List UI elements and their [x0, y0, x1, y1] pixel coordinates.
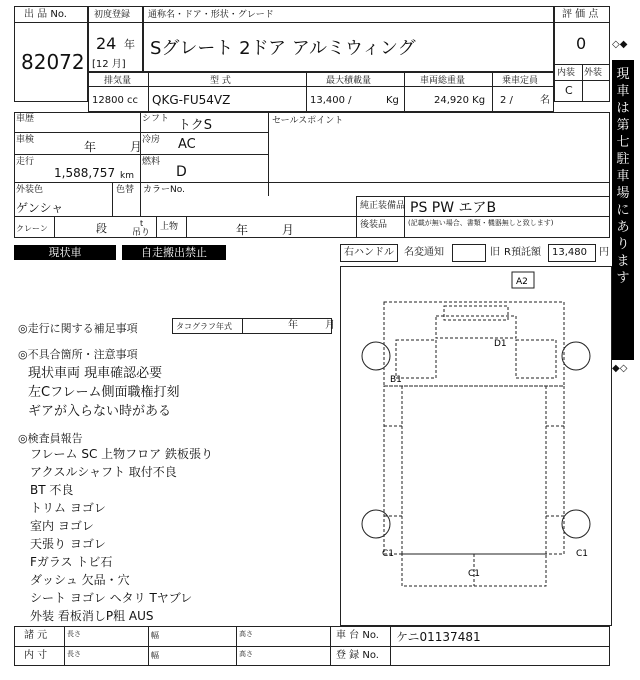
diagram-mark-c1-left: C1 — [382, 549, 395, 559]
defect-item: ギアが入らない時がある — [28, 404, 172, 419]
location-notice — [612, 60, 634, 360]
capacity-unit: 名 — [540, 95, 550, 106]
lot-label: 出 品 No. — [24, 9, 67, 20]
exterior-label: 外装 — [584, 68, 603, 78]
interior-label: 内装 — [557, 68, 576, 78]
name-change-box — [452, 244, 486, 262]
sidebar-char: 現 — [616, 67, 630, 82]
divider — [356, 196, 357, 216]
sidebar-char: 車 — [616, 169, 630, 184]
reg-label: 登 録 No. — [336, 650, 379, 661]
divider — [492, 72, 493, 112]
divider — [582, 64, 583, 102]
divider — [88, 86, 554, 87]
divider — [14, 216, 610, 217]
first-reg-year: 24 — [96, 34, 117, 53]
max-load-value: 13,400 / — [310, 95, 352, 106]
width-label-2: 幅 — [151, 651, 159, 660]
displacement-value: 12800 cc — [92, 95, 138, 106]
naisun-label: 内 寸 — [24, 650, 48, 661]
divider — [112, 182, 113, 216]
report-item: 室内 ヨゴレ — [30, 519, 94, 533]
divider — [236, 626, 237, 666]
width-label-1: 幅 — [151, 631, 159, 640]
defect-title: ◎不具合箇所・注意事項 — [18, 348, 138, 361]
crane-stage: 段 — [96, 222, 107, 235]
ac-value: AC — [178, 137, 196, 152]
tacho-date: 年 月 — [288, 320, 336, 331]
sidebar-char: り — [616, 237, 630, 252]
diagram-mark-a2: A2 — [516, 277, 528, 287]
self-drive-ban-badge: 自走搬出禁止 — [122, 245, 226, 260]
report-item: 外装 看板消しP粗 AUS — [30, 609, 154, 623]
color-no-label: 色替 — [116, 185, 135, 195]
fuel-label: 燃料 — [142, 157, 161, 167]
sidebar-char: 場 — [616, 186, 630, 201]
tacho-label: タコグラフ年式 — [176, 322, 232, 331]
interior-grade: C — [565, 84, 573, 97]
crane-ton: t — [140, 219, 144, 228]
sidebar-bottom-marks: ◆◇ — [612, 363, 628, 374]
car-name-label: 通称名・ドア・形状・グレード — [148, 10, 274, 20]
color-value: ゲンシャ — [16, 201, 64, 215]
shoten-label: 諸 元 — [24, 630, 48, 641]
options-value: PS PW エアB — [410, 200, 497, 216]
sidebar-char: は — [616, 101, 630, 116]
chassis-label: 車 台 No. — [336, 630, 379, 641]
current-car-badge: 現状車 — [14, 245, 116, 260]
options-label: 純正装備品 — [360, 201, 406, 211]
shift-label: シフト — [142, 114, 170, 124]
model-value: QKG-FU54VZ — [152, 93, 231, 107]
retrofit-note: (記載が無い場合、書類・機器無しと致します) — [408, 219, 554, 227]
diagram-mark-d1: D1 — [494, 339, 507, 349]
old-label: 旧 — [490, 247, 500, 258]
divider — [140, 182, 141, 216]
sidebar-char: 車 — [616, 84, 630, 99]
length-label-2: 長さ — [67, 650, 81, 658]
sales-label: セールスポイント — [272, 116, 344, 126]
first-reg-label: 初度登録 — [94, 10, 131, 20]
sidebar-char: す — [616, 271, 630, 286]
ac-label: 冷房 — [142, 135, 161, 145]
inspector-title: ◎検査員報告 — [18, 432, 83, 445]
first-reg-month: [12 月] — [92, 59, 126, 70]
max-load-unit: Kg — [386, 95, 399, 106]
diagram-mark-b1: B1 — [390, 375, 402, 385]
retrofit-label: 後装品 — [360, 220, 388, 230]
diagram-mark-c1-right: C1 — [576, 549, 589, 559]
divider — [330, 626, 331, 666]
divider — [14, 132, 268, 133]
divider — [306, 72, 307, 112]
chassis-value: ケニ01137481 — [396, 630, 481, 644]
divider — [554, 80, 610, 81]
divider — [186, 216, 187, 238]
crane-label: クレーン — [16, 224, 48, 233]
car-name: Sグレート 2ドア アルミウィング — [150, 38, 416, 59]
sidebar-top-marks: ◇◆ — [612, 39, 628, 50]
name-change-label: 名変通知 — [404, 247, 444, 258]
divider — [14, 22, 88, 23]
report-item: ダッシュ 欠品・穴 — [30, 573, 130, 587]
divider — [14, 646, 610, 647]
divider — [356, 216, 357, 238]
damage-diagram — [340, 266, 612, 626]
color-code-label: カラーNo. — [143, 185, 185, 195]
sidebar-char: に — [616, 203, 630, 218]
sidebar-char: 七 — [616, 135, 630, 150]
gross-weight-value: 24,920 Kg — [434, 95, 486, 106]
divider — [390, 626, 391, 666]
mileage-unit: km — [120, 171, 134, 181]
capacity-label: 乗車定員 — [502, 76, 539, 86]
displacement-label: 排気量 — [104, 76, 132, 86]
inspection-label: 車検 — [16, 135, 35, 145]
divider — [14, 182, 610, 183]
length-label-1: 長さ — [67, 630, 81, 638]
diagram-mark-c1-rear: C1 — [468, 569, 481, 579]
report-item: BT 不良 — [30, 483, 74, 497]
mileage-label: 走行 — [16, 157, 35, 167]
capacity-value: 2 / — [500, 95, 513, 106]
divider — [404, 72, 405, 112]
right-handle-label: 右ハンドル — [344, 247, 394, 258]
inspection-value: 年 月 — [84, 140, 142, 154]
report-item: シート ヨゴレ ヘタリ Tヤブレ — [30, 591, 193, 605]
supplement-title: ◎走行に関する補足事項 — [18, 322, 138, 335]
divider — [54, 216, 55, 238]
defect-item: 現状車両 現車確認必要 — [28, 366, 163, 381]
sidebar-char: ま — [616, 254, 630, 269]
sidebar-char: 駐 — [616, 152, 630, 167]
fuel-value: D — [176, 164, 187, 180]
color-label: 外装色 — [16, 185, 44, 195]
sidebar-char: あ — [616, 220, 630, 235]
divider — [64, 626, 65, 666]
mileage-value: 1,588,757 — [54, 166, 116, 180]
upper-date: 年 月 — [236, 223, 294, 237]
height-label-2: 高さ — [239, 650, 253, 658]
history-label: 車歴 — [16, 114, 35, 124]
lot-number: 82072 — [21, 50, 85, 74]
score-label: 評 価 点 — [562, 9, 599, 20]
gross-weight-label: 車両総重量 — [420, 76, 466, 86]
divider — [242, 318, 243, 334]
report-item: 天張り ヨゴレ — [30, 537, 106, 551]
sidebar-char: 第 — [616, 118, 630, 133]
shift-value: トクS — [178, 118, 212, 133]
model-label: 型 式 — [210, 76, 231, 86]
report-item: アクスルシャフト 取付不良 — [30, 465, 177, 479]
max-load-label: 最大積載量 — [326, 76, 372, 86]
divider — [156, 216, 157, 238]
upper-label: 上物 — [160, 222, 179, 232]
score-value: 0 — [576, 34, 587, 53]
divider — [554, 22, 610, 23]
divider — [148, 72, 149, 112]
report-item: Fガラス トビ石 — [30, 555, 113, 569]
divider — [268, 112, 269, 196]
report-item: フレーム SC 上物フロア 鉄板張り — [30, 447, 213, 461]
crane-hook: 吊り — [132, 228, 151, 238]
defect-item: 左Cフレーム側面職権打刻 — [28, 385, 180, 400]
report-item: トリム ヨゴレ — [30, 501, 106, 515]
rescale-label: R預託額 — [504, 247, 541, 258]
rescale-unit: 円 — [599, 247, 609, 258]
height-label-1: 高さ — [239, 630, 253, 638]
rescale-value: 13,480 — [552, 247, 587, 258]
year-unit: 年 — [124, 38, 135, 51]
divider — [148, 626, 149, 666]
